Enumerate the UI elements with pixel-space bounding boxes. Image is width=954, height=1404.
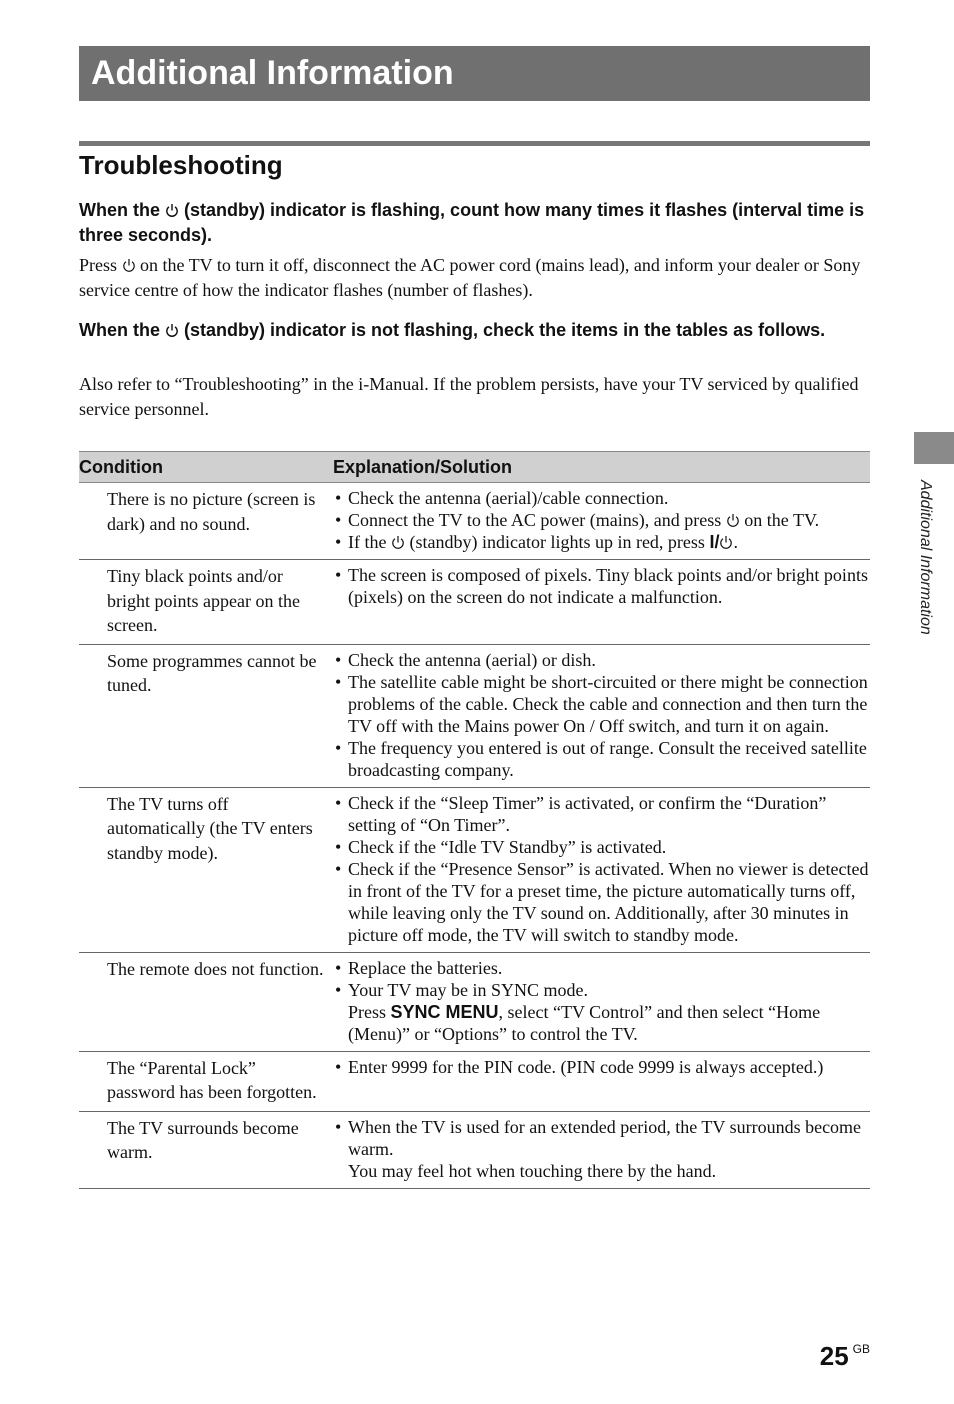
table-row (79, 560, 870, 645)
page-region-code: GB (852, 1342, 870, 1356)
chapter-banner (79, 46, 870, 101)
condition-cell: There is no picture (screen is dark) and no sound. (79, 483, 331, 560)
solution-text: When the TV is used for an extended period, the TV surrounds become warm. (348, 1116, 862, 1159)
solution-item (334, 531, 870, 553)
condition-header: Condition (79, 452, 331, 483)
power-standby-icon (391, 535, 405, 550)
solution-text: . (733, 532, 738, 552)
power-standby-icon (122, 258, 136, 273)
heading-text: When the (79, 320, 160, 340)
troubleshooting-table (79, 451, 870, 1189)
heading-text: (standby) indicator is not flashing, check the items in the tables as follows. (184, 320, 826, 340)
solution-cell (331, 644, 870, 787)
page-number-value: 25 (819, 1341, 849, 1371)
power-standby-icon (726, 513, 740, 528)
table-row (79, 1051, 870, 1111)
solution-item: • Check if the “Idle TV Standby” is activated. (334, 836, 870, 858)
solution-cell (331, 787, 870, 952)
condition-cell: The “Parental Lock” password has been forgotten. (79, 1051, 331, 1111)
solution-item: • Replace the batteries. (334, 957, 870, 979)
section-title: Troubleshooting (79, 150, 283, 180)
solution-item: • Enter 9999 for the PIN code. (PIN code 9999 is always accepted.) (334, 1056, 870, 1078)
page-number (820, 1341, 870, 1372)
solution-item: • Check the antenna (aerial)/cable connection. (334, 487, 870, 509)
standby-flashing-heading (79, 198, 879, 248)
solution-text: If the (348, 532, 387, 552)
solution-text: Your TV may be in SYNC mode. (348, 979, 589, 1000)
solution-text: You may feel hot when touching there by the hand. (348, 1160, 717, 1181)
condition-cell: The TV surrounds become warm. (79, 1111, 331, 1188)
solution-item: • Check if the “Sleep Timer” is activated, or confirm the “Duration” setting of “On Timer”. (334, 792, 870, 836)
condition-cell: The remote does not function. (79, 952, 331, 1051)
solution-item: • Check the antenna (aerial) or dish. (334, 649, 870, 671)
table-row (79, 952, 870, 1051)
solution-item (334, 979, 870, 1045)
solution-item: • The screen is composed of pixels. Tiny black points and/or bright points (pixels) on the screen do not indicate a malfunction. (334, 564, 870, 608)
solution-text: , select “TV Control” and then select “Home (Menu)” or “Options” to control the TV. (348, 1001, 821, 1044)
power-standby-icon (719, 535, 733, 550)
condition-cell: Some programmes cannot be tuned. (79, 644, 331, 787)
solution-cell (331, 483, 870, 560)
table-row (79, 1111, 870, 1188)
table-header-row (79, 452, 870, 483)
paragraph-text: Press (79, 255, 118, 275)
solution-text: Press (348, 1001, 387, 1022)
condition-cell: The TV turns off automatically (the TV enters standby mode). (79, 787, 331, 952)
solution-item (334, 509, 870, 531)
refer-to-manual-text: Also refer to “Troubleshooting” in the i-Manual. If the problem persists, have your TV serviced by qualified service personnel. (79, 374, 859, 419)
side-chapter-label: Additional Information (917, 480, 934, 635)
solution-cell (331, 1111, 870, 1188)
section-divider (79, 141, 870, 146)
solution-item: • The satellite cable might be short-circuited or there might be connection problems of the cable. Check the cable and connection and then turn the TV off with the Mains power On / Off switch, and turn it on again. (334, 671, 870, 737)
standby-not-flashing-heading (79, 318, 879, 343)
solution-text: Connect the TV to the AC power (mains), and press (348, 510, 722, 530)
condition-cell: Tiny black points and/or bright points appear on the screen. (79, 560, 331, 645)
flashing-instructions (79, 253, 874, 302)
solution-cell (331, 560, 870, 645)
power-button-label: I/ (709, 532, 720, 552)
solution-item: • Check if the “Presence Sensor” is activated. When no viewer is detected in front of the TV for a preset time, the picture automatically turns off, while leaving only the TV sound on. Additionally, after 30 minutes in picture off mode, the TV will switch to standby mode. (334, 858, 870, 946)
solution-cell (331, 952, 870, 1051)
table-row (79, 787, 870, 952)
solution-item: • The frequency you entered is out of range. Consult the received satellite broadcasting company. (334, 737, 870, 781)
paragraph-text: on the TV to turn it off, disconnect the AC power cord (mains lead), and inform your dealer or Sony service centre of how the indicator flashes (number of flashes). (79, 255, 861, 300)
chapter-side-tab (914, 432, 954, 464)
solution-text: on the TV. (744, 510, 820, 530)
solution-text: (standby) indicator lights up in red, press (409, 532, 705, 552)
solution-cell (331, 1051, 870, 1111)
heading-text: When the (79, 200, 160, 220)
power-standby-icon (165, 203, 179, 218)
power-standby-icon (165, 323, 179, 338)
sync-menu-button-label: SYNC MENU (390, 1001, 499, 1022)
solution-header: Explanation/Solution (331, 452, 870, 483)
table-row (79, 644, 870, 787)
solution-item (334, 1116, 870, 1182)
table-row (79, 483, 870, 560)
heading-text: (standby) indicator is flashing, count how many times it flashes (interval time is three seconds). (79, 200, 865, 245)
chapter-title: Additional Information (91, 54, 454, 92)
